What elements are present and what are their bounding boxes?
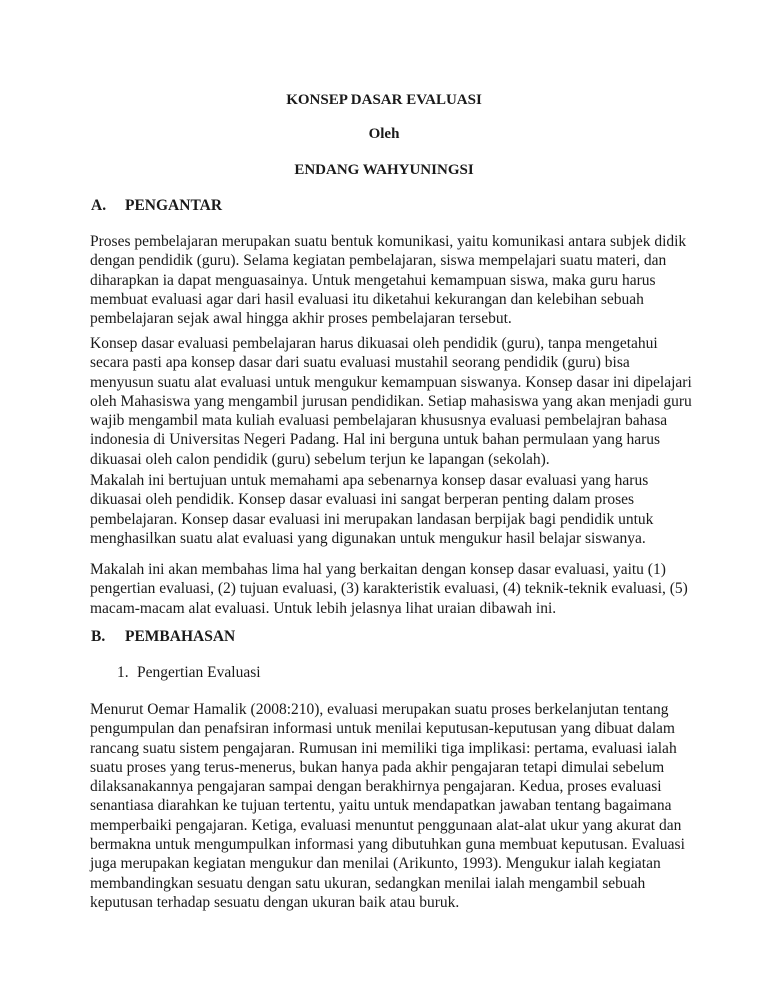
- text-line: keputusan terhadap sesuatu dengan ukuran baik atau buruk.: [90, 893, 460, 911]
- section-b-heading: [91, 628, 235, 646]
- subsection-number: 1.: [117, 664, 129, 681]
- paragraph: [90, 560, 690, 618]
- text-line: dilaksanakannya pengajaran sampai dengan berakhirnya pengajaran. Kedua, proses evaluasi: [90, 778, 662, 796]
- text-line: Makalah ini bertujuan untuk memahami apa sebenarnya konsep dasar evaluasi yang harus: [90, 472, 649, 489]
- text-line: menyusun suatu alat evaluasi untuk mengukur kemampuan siswanya. Konsep dasar ini dipelajari: [90, 373, 692, 391]
- paragraph: [90, 232, 690, 328]
- text-line: secara pasti apa konsep dasar dari suatu evaluasi mustahil seorang pendidik (guru) bisa: [90, 354, 630, 372]
- text-line: membandingkan sesuatu dengan satu ukuran, sedangkan menilai ialah mengambil sebuah: [90, 874, 646, 892]
- text-line: juga merupakan kegiatan mengukur dan menilai (Arikunto, 1993). Mengukur ialah kegiatan: [90, 855, 661, 873]
- text-line: pengumpulan dan penafsiran informasi untuk menilai keputusan-keputusan yang dibuat dalam: [90, 720, 675, 738]
- text-line: dikuasai oleh pendidik. Konsep dasar evaluasi ini sangat berperan penting dalam proses: [90, 491, 635, 509]
- document-byline: Oleh: [368, 126, 400, 142]
- text-line: pengertian evaluasi, (2) tujuan evaluasi, (3) karakteristik evaluasi, (4) teknik-teknik evaluasi, (5): [90, 580, 688, 598]
- text-line: pembelajaran. Konsep dasar evaluasi ini merupakan landasan berpijak bagi pendidik untuk: [90, 510, 654, 528]
- text-line: wajib mengambil mata kuliah evaluasi pembelajaran khususnya evaluasi pembelajran bahasa: [90, 412, 668, 430]
- text-line: rancang suatu sistem pengajaran. Rumusan ini memiliki tiga implikasi: pertama, evaluasi ialah: [90, 739, 677, 757]
- text-line: dengan pendidik (guru). Selama kegiatan pembelajaran, siswa mempelajari suatu materi, dan: [90, 252, 667, 270]
- section-a-heading: [91, 197, 222, 215]
- text-line: senantiasa diarahkan ke tujuan tertentu, yaitu untuk mendapatkan jawaban tentang bagaimana: [90, 797, 672, 815]
- section-b-title: PEMBAHASAN: [125, 628, 236, 645]
- text-line: diharapkan ia dapat menguasainya. Untuk mengetahui kemampuan siswa, maka guru harus: [90, 271, 656, 289]
- text-line: suatu proses yang terus-menerus, bukan hanya pada akhir pengajaran tetapi dimulai sebelum: [90, 758, 665, 776]
- subsection-title: Pengertian Evaluasi: [137, 664, 261, 681]
- text-line: memperbaiki pengajaran. Ketiga, evaluasi menuntut penggunaan alat-alat ukur yang akurat dan: [90, 816, 682, 834]
- document-title: KONSEP DASAR EVALUASI: [286, 92, 482, 108]
- text-line: pembelajaran sejak awal hingga akhir proses pembelajaran tersebut.: [90, 310, 512, 328]
- paragraph: [90, 334, 690, 469]
- subsection-heading: [117, 664, 261, 682]
- document-author: ENDANG WAHYUNINGSI: [294, 162, 474, 178]
- text-line: macam-macam alat evaluasi. Untuk lebih jelasnya lihat uraian dibawah ini.: [90, 599, 557, 617]
- section-a-title: PENGANTAR: [125, 197, 223, 214]
- text-line: menghasilkan suatu alat evaluasi yang digunakan untuk mengukur hasil belajar siswanya.: [90, 529, 646, 547]
- text-line: dikuasai oleh calon pendidik (guru) sebelum terjun ke lapangan (sekolah).: [90, 450, 550, 468]
- text-line: bermakna untuk mengumpulkan informasi yang dibutuhkan guna membuat keputusan. Evaluasi: [90, 836, 685, 854]
- paragraph: [90, 471, 690, 548]
- section-a-number: A.: [91, 197, 107, 214]
- text-line: indonesia di Universitas Negeri Padang. Hal ini berguna untuk bahan permulaan yang harus: [90, 431, 661, 449]
- text-line: Proses pembelajaran merupakan suatu bentuk komunikasi, yaitu komunikasi antara subjek didik: [90, 233, 687, 250]
- section-b-number: B.: [91, 628, 106, 645]
- text-line: Makalah ini akan membahas lima hal yang berkaitan dengan konsep dasar evaluasi, yaitu (1): [90, 561, 666, 578]
- text-line: Menurut Oemar Hamalik (2008:210), evaluasi merupakan suatu proses berkelanjutan tentang: [90, 701, 669, 718]
- text-line: Konsep dasar evaluasi pembelajaran harus dikuasai oleh pendidik (guru), tanpa mengetahui: [90, 335, 658, 352]
- text-line: oleh Mahasiswa yang mengambil jurusan pendidikan. Setiap mahasiswa yang akan menjadi guru: [90, 392, 692, 410]
- text-line: membuat evaluasi agar dari hasil evaluasi itu diketahui kekurangan dan kelebihan sebuah: [90, 290, 644, 308]
- paragraph: [90, 700, 690, 912]
